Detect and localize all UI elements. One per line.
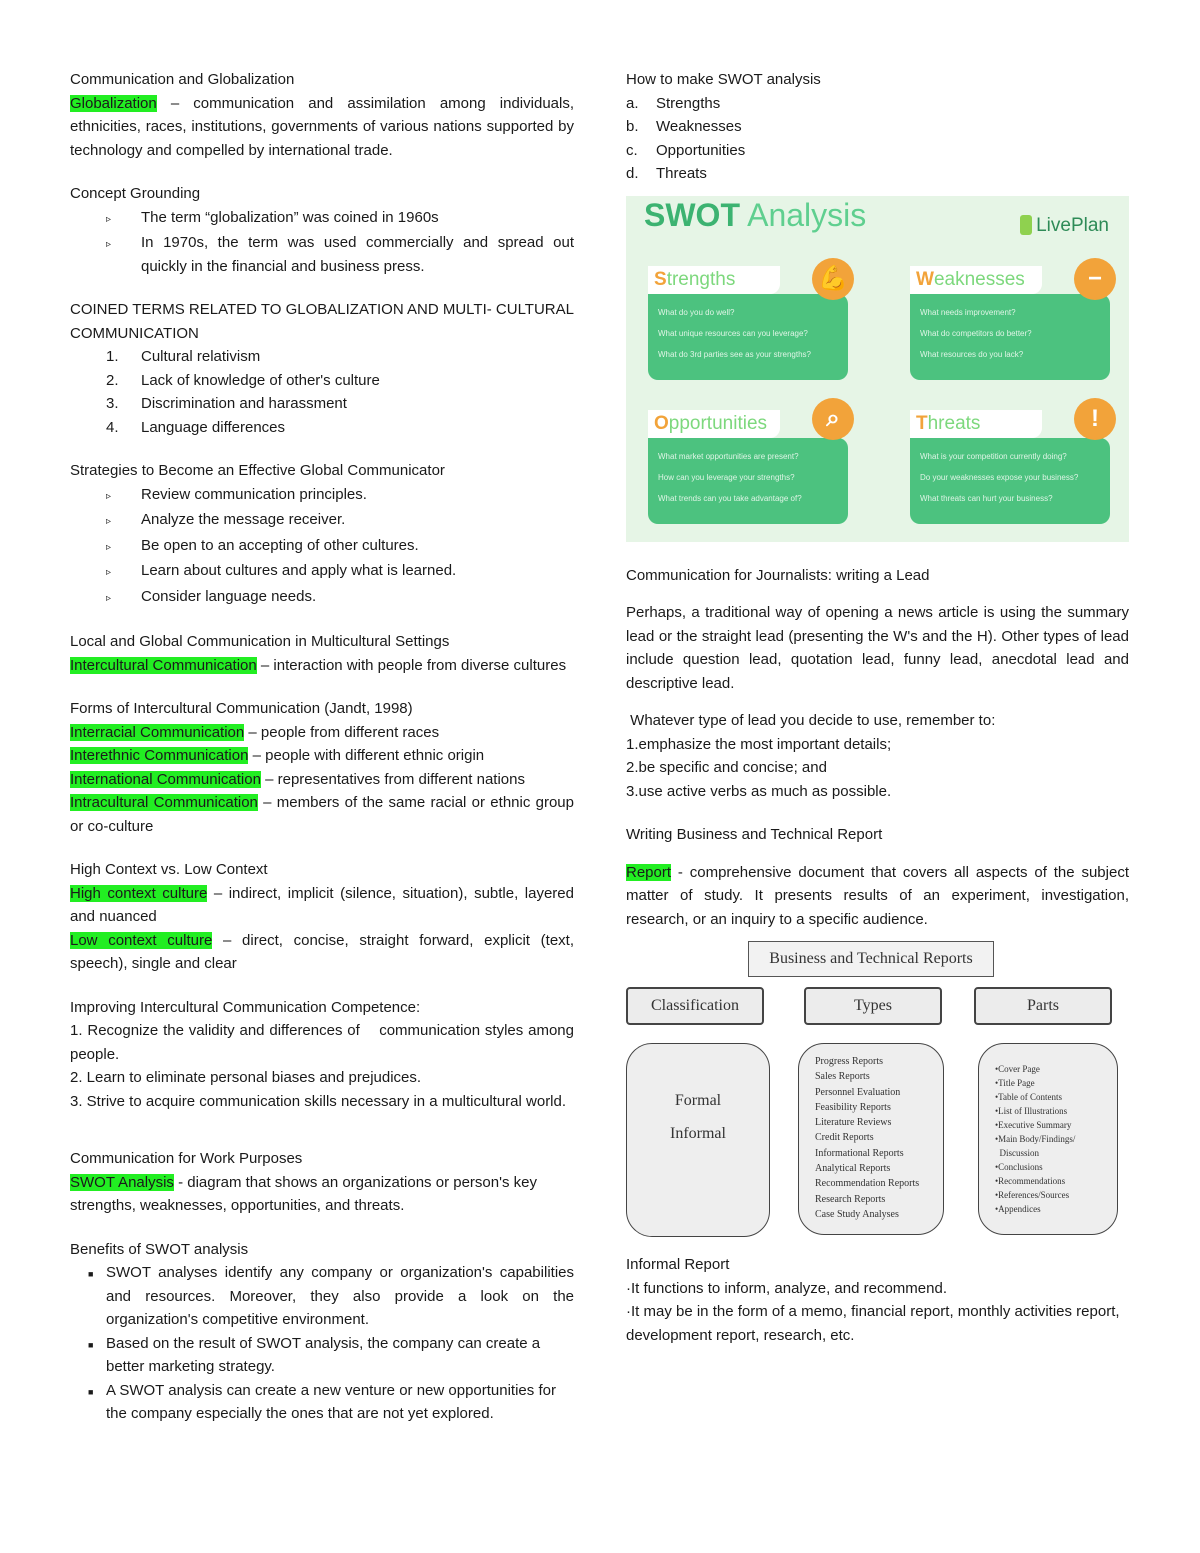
- journalists-heading: Communication for Journalists: writing a Lead: [626, 566, 930, 584]
- types-box: [798, 1043, 944, 1235]
- classification-box: [626, 1043, 770, 1237]
- local-global-heading: Local and Global Communication in Multicultural Settings: [70, 633, 450, 650]
- list-item: •Executive Summary: [995, 1120, 1072, 1130]
- list-item: •List of Illustrations: [995, 1106, 1068, 1116]
- list-item: 3.use active verbs as much as possible.: [626, 782, 892, 800]
- list-item: ▹ Review communication principles.: [70, 483, 574, 509]
- parts-box: [978, 1043, 1118, 1235]
- list-item: ■ A SWOT analysis can create a new venture or new opportunities for the company especially the ones that are not yet explored.: [88, 1381, 556, 1422]
- arrow-bullet-icon: ▹: [106, 490, 112, 502]
- strategies-heading: Strategies to Become an Effective Global Communicator: [70, 462, 445, 479]
- list-item: b. Weaknesses: [626, 118, 742, 135]
- list-item: ·It functions to inform, analyze, and recommend.: [626, 1279, 947, 1297]
- concept-grounding-heading: Concept Grounding: [70, 185, 201, 202]
- whatever-intro: Whatever type of lead you decide to use, remember to:: [626, 712, 996, 729]
- list-item: ·It may be in the form of a memo, financial report, monthly activities report, development report, research, etc.: [626, 1303, 1120, 1344]
- swot-quadrant-strengths: Strengths What do you do well? What unique resources can you leverage? What do 3rd parties see as your strengths?: [648, 266, 848, 380]
- muscle-icon: 💪: [812, 258, 854, 300]
- highlighted-term: International Communication: [70, 770, 261, 788]
- form-definition: Interracial Communication – people from different races: [70, 723, 440, 741]
- list-item: Discussion: [995, 1148, 1040, 1158]
- list-item: Informal: [670, 1125, 726, 1142]
- list-item: ■ Based on the result of SWOT analysis, the company can create a better marketing strategy.: [88, 1334, 541, 1375]
- list-item: Feasibility Reports: [815, 1101, 891, 1113]
- highlighted-term: Report: [626, 863, 672, 881]
- list-item: Personnel Evaluation: [815, 1086, 901, 1098]
- high-context-definition: High context culture – indirect, implicit (silence, situation), subtle, layered and nuanced: [70, 884, 574, 925]
- arrow-bullet-icon: ▹: [106, 239, 112, 250]
- list-item: 1. Cultural relativism: [106, 348, 261, 365]
- list-item: 2. Lack of knowledge of other's culture: [106, 371, 380, 389]
- list-item: Literature Reviews: [815, 1117, 892, 1129]
- list-item: ▹ Consider language needs.: [70, 585, 574, 611]
- informal-report-heading: Informal Report: [626, 1256, 730, 1273]
- globalization-heading: Communication and Globalization: [70, 71, 295, 88]
- list-item: •Table of Contents: [995, 1092, 1063, 1102]
- list-item: 2.be specific and concise; and: [626, 759, 827, 776]
- highlighted-term: Intercultural Communication: [70, 656, 257, 674]
- list-item: ■ SWOT analyses identify any company or organization's capabilities and resources. Moreover, they also provide a look on the organization's competitive environment.: [88, 1264, 574, 1328]
- swot-quadrant-weaknesses: Weaknesses What needs improvement? What do competitors do better? What resources do you lack?: [910, 266, 1110, 380]
- list-item: Formal: [674, 1092, 722, 1109]
- arrow-bullet-icon: ▹: [106, 567, 112, 578]
- search-icon: ⌕: [812, 398, 854, 440]
- square-bullet-icon: ■: [88, 1386, 94, 1397]
- minus-icon: −: [1074, 258, 1116, 300]
- list-item: •Conclusions: [995, 1162, 1043, 1172]
- list-item: ▹ The term “globalization” was coined in 1960s: [70, 206, 574, 232]
- intercultural-definition: Intercultural Communication – interaction with people from diverse cultures: [70, 656, 567, 674]
- arrow-bullet-icon: ▹: [106, 213, 112, 225]
- form-definition: Interethnic Communication – people with different ethnic origin: [70, 747, 485, 764]
- list-item: •Title Page: [995, 1078, 1035, 1088]
- list-item: Credit Reports: [815, 1132, 874, 1144]
- coined-terms-heading: COINED TERMS RELATED TO GLOBALIZATION AND MULTI- CULTURAL COMMUNICATION: [70, 301, 574, 342]
- list-item: •References/Sources: [995, 1190, 1070, 1200]
- swot-quadrant-opportunities: Opportunities What market opportunities are present? How can you leverage your strengths? What trends can you take advantage of?: [648, 410, 848, 524]
- list-item: 1.emphasize the most important details;: [626, 735, 892, 753]
- highlighted-term: Interethnic Communication: [70, 747, 249, 764]
- highlighted-term: Low context culture: [70, 931, 213, 949]
- exclamation-icon: !: [1074, 398, 1116, 440]
- arrow-bullet-icon: ▹: [106, 516, 112, 527]
- list-item: Informational Reports: [815, 1147, 904, 1159]
- improving-heading: Improving Intercultural Communication Competence:: [70, 998, 421, 1016]
- list-item: Recommendation Reports: [815, 1178, 920, 1190]
- arrow-bullet-icon: ▹: [106, 592, 112, 604]
- list-item: •Cover Page: [995, 1064, 1040, 1074]
- list-item: 3. Strive to acquire communication skills necessary in a multicultural world.: [70, 1092, 567, 1110]
- list-item: Sales Reports: [815, 1071, 870, 1083]
- list-item: 3. Discrimination and harassment: [106, 395, 347, 412]
- list-item: •Main Body/Findings/: [995, 1134, 1076, 1144]
- swot-quadrant-threats: Threats What is your competition currently doing? Do your weaknesses expose your business? What threats can hurt your business?: [910, 410, 1110, 524]
- benefits-heading: Benefits of SWOT analysis: [70, 1240, 249, 1258]
- report-definition: Report - comprehensive document that covers all aspects of the subject matter of study. It presents results of an experiment, investigation, research, or an inquiry to a specific audience.: [626, 863, 1129, 928]
- left-column: [70, 68, 579, 1426]
- list-item: ▹ In 1970s, the term was used commercially and spread out quickly in the financial and business press.: [106, 234, 574, 275]
- list-item: •Appendices: [995, 1204, 1041, 1214]
- liveplan-logo-icon: [1020, 215, 1032, 235]
- square-bullet-icon: ■: [88, 1339, 94, 1350]
- report-heading: Writing Business and Technical Report: [626, 826, 883, 843]
- right-column: [626, 68, 1129, 1347]
- list-item: ▹ Analyze the message receiver.: [70, 508, 574, 534]
- list-item: 1. Recognize the validity and differences of communication styles among people.: [70, 1022, 579, 1063]
- diagram-title: Business and Technical Reports: [748, 941, 994, 977]
- swot-analysis-graphic: [626, 196, 1129, 542]
- context-heading: High Context vs. Low Context: [70, 861, 268, 878]
- list-item: Case Study Analyses: [815, 1208, 899, 1220]
- highlighted-term: Globalization: [70, 94, 157, 112]
- list-item: a. Strengths: [626, 94, 721, 112]
- highlighted-term: Intracultural Communication: [70, 794, 258, 811]
- highlighted-term: Interracial Communication: [70, 723, 245, 741]
- list-item: ▹ Learn about cultures and apply what is learned.: [70, 559, 574, 585]
- low-context-definition: Low context culture – direct, concise, straight forward, explicit (text, speech), single and clear: [70, 931, 574, 972]
- arrow-bullet-icon: ▹: [106, 541, 112, 553]
- list-item: d. Threats: [626, 165, 707, 182]
- howto-heading: How to make SWOT analysis: [626, 71, 821, 88]
- form-definition: Intracultural Communication – members of the same racial or ethnic group or co-culture: [70, 794, 574, 835]
- business-technical-reports-diagram: [626, 941, 1129, 1241]
- journalists-paragraph: Perhaps, a traditional way of opening a news article is using the summary lead or the straight lead (presenting the W's and the H). Other types of lead include question lead, quotation lead, funny lead, anecdotal lead and descriptive lead.: [626, 604, 1129, 692]
- classification-header: Classification: [626, 987, 764, 1025]
- list-item: 4. Language differences: [106, 418, 286, 436]
- globalization-definition: Globalization – communication and assimilation among individuals, ethnicities, races, institutions, governments of various nations supported by technology and compelled by international trade.: [70, 94, 574, 159]
- list-item: •Recommendations: [995, 1176, 1066, 1186]
- parts-header: Parts: [974, 987, 1112, 1025]
- highlighted-term: High context culture: [70, 884, 208, 902]
- list-item: ▹ Be open to an accepting of other cultures.: [70, 534, 574, 560]
- types-header: Types: [804, 987, 942, 1025]
- form-definition: International Communication – representatives from different nations: [70, 770, 525, 788]
- list-item: Progress Reports: [815, 1056, 884, 1067]
- list-item: Research Reports: [815, 1193, 886, 1205]
- square-bullet-icon: ■: [88, 1269, 94, 1279]
- swot-definition: SWOT Analysis - diagram that shows an organizations or person's key strengths, weaknesses, opportunities, and threats.: [70, 1173, 537, 1214]
- list-item: 2. Learn to eliminate personal biases and prejudices.: [70, 1069, 422, 1086]
- highlighted-term: SWOT Analysis: [70, 1173, 174, 1191]
- work-purposes-heading: Communication for Work Purposes: [70, 1150, 303, 1167]
- swot-graphic-title: SWOT Analysis: [644, 196, 867, 233]
- list-item: Analytical Reports: [815, 1163, 891, 1175]
- forms-heading: Forms of Intercultural Communication (Jandt, 1998): [70, 700, 413, 717]
- liveplan-logo: LivePlan: [1020, 214, 1109, 238]
- list-item: c. Opportunities: [626, 141, 746, 159]
